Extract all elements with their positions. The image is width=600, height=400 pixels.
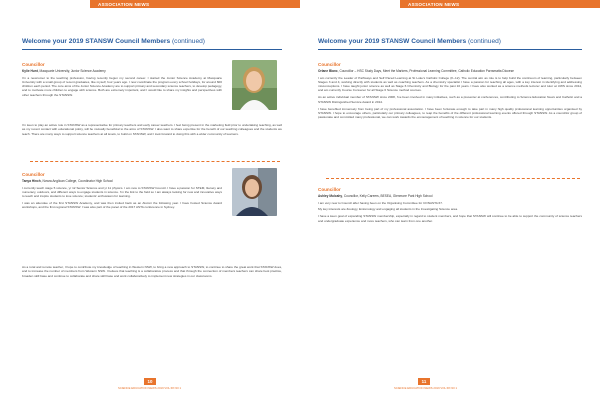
name-line <box>22 69 222 74</box>
councillor-name: Ashley Mulcahy <box>318 194 343 198</box>
councillor-entry <box>318 187 582 226</box>
bio-paragraph: I am currently the Leader of Pathways and Self Paced Learning at St Luke's Catholic College (K–12). The central aim as role is to help build the continuum of learning, particularly between Stages 3 and 4, working directly with students as well as coaching teachers. As a chemistry specialist I have a passion for teaching all ages, with a key interest in identifying and addressing misconceptions. I have taught junior science as well as Stage 6 Chemistry and Biology for the past 10 years. I have also worked as a science methods lecturer and tutor at UWS since 2014, and am currently Course Convener for all Stage 6 Science method courses. <box>318 75 582 93</box>
councillor-affiliation: , Nowra Anglican College, Coordinator High School <box>40 179 113 183</box>
page-title <box>22 38 205 45</box>
role-label: Councillor <box>22 172 45 177</box>
councillor-entry <box>22 172 222 212</box>
councillor-name: Tanya Hinch <box>22 179 41 183</box>
councillor-entry <box>22 62 222 100</box>
role-label: Councillor <box>22 62 45 67</box>
page-number: 10 <box>144 378 156 385</box>
page-title <box>318 38 501 45</box>
bio-paragraph: I am very new to Council after having been on the Organising Committee for CONASTA 67. <box>318 200 443 205</box>
councillor-name: Orlane Blanc <box>318 69 338 73</box>
role-label: Councillor <box>318 62 341 67</box>
councillor-entry-continued <box>22 123 282 138</box>
bio-paragraph: I'm a newcomer to the teaching profession, having recently begun my second career. I started the Junior Science Academy at Macquarie University with a small group of recent graduates, like myself, four years ago. I now coordinate the program every school holidays, for around 600 children each period. The core aims of the Junior Science Academy are to support primary and secondary science teachers, to develop pedagogy, and to motivate more children to engage with science. Both are extremely important, and I would like to share my insights and perspectives with other teachers through the STANSW. <box>22 75 222 97</box>
portrait-image <box>232 60 277 110</box>
page-title-continued: (continued) <box>170 38 205 45</box>
title-rule <box>22 49 282 50</box>
page-title-main: Welcome your 2019 STANSW Council Members <box>318 38 467 45</box>
councillor-photo <box>232 168 277 216</box>
page-title-main: Welcome your 2019 STANSW Council Members <box>22 38 171 45</box>
councillor-affiliation: , Councillor – HSC Study Days, Meet the Markers, Professional Learning Committee, Catholic Education Parramatta Diocese <box>337 69 514 73</box>
page-title-continued: (continued) <box>466 38 501 45</box>
bio-paragraph: I'm keen to play an active role in STANSW as a representative for primary teachers and early career teachers. I feel being present in the marketing field prior to undertaking teaching, as well as my recent contact with educational policy, will be mutually beneficial to the aims of STANSW. I also want to share expertise for the benefit of our teaching colleagues and the students we teach. There are many ways to support science teachers at all levels, to build on STANSW, and I look forward to doing this with a wider community of learners. <box>22 123 282 136</box>
section-banner: ASSOCIATION NEWS <box>400 0 600 8</box>
councillor-entry <box>318 62 582 122</box>
bio-paragraph: As an active individual member of STANSW since 2008, I've been involved in many initiatives, such as a presenter at conferences, contributing to Science Education News and Catholic and a STANSW Distinguished Service Award in 2014. <box>318 95 582 104</box>
bio-paragraph: I have benefited immensely from being part of my professional association. I have been fortunate enough to take part in many high quality professional learning opportunities organised by STANSW. I hope to encourage others, particularly our primary colleagues, to reap the benefits of the different professional learning events offered through STANSW. As a councillor group of passionate and committed many professional, we can work towards the encouragement of teaching in science for our students. <box>318 106 582 120</box>
title-rule <box>318 49 582 50</box>
section-divider <box>30 161 280 162</box>
councillor-affiliation: , Macquarie University, Junior Science Academy <box>37 69 106 73</box>
bio-paragraph: As a rural and remote teacher, I hope to contribute my knowledge of teaching in Western NSW, to bring a new approach to STANSW, to continue to share the great work that STANSW does, and to increase the number of members from Western NSW. I believe that teaching is a collaborative process and that through the connection of members teachers can share best practice, broaden skill base and continue to collaborate and share skill base and work collaboratively to implement new strategies in our classrooms. <box>22 265 282 278</box>
councillor-name: Kylie Hunt <box>22 69 38 73</box>
bio-paragraph: I have a keen goal of expanding STANSW membership, especially in regard to student members, and hope that STANSW will continue to be able to support the community of science teachers and undergraduate experience and more teachers, who can learn from one another. <box>318 214 582 223</box>
bio-paragraph: My key interests are Zoology, Entomology and engaging all students in the Investigating Science area. <box>318 207 458 212</box>
councillor-entry-continued <box>22 265 282 280</box>
section-divider <box>326 178 580 179</box>
page-number: 11 <box>418 378 430 385</box>
portrait-image <box>232 168 277 216</box>
footer-text: SCIENCE EDUCATION NEWS 2019 VOL 68 NO 1 <box>118 386 182 390</box>
section-banner: ASSOCIATION NEWS <box>90 0 300 8</box>
right-page <box>300 0 600 400</box>
bio-paragraph: I was an attendee of the first STANSW Academy, and was then invited back as an Alumni the following year. I have hosted Science Award workshops, and the first regional STANSW. I was also part of the panel of the 2017 ASTA conference in Sydney. <box>22 201 222 210</box>
councillor-affiliation: , Councillor, Kelly Careers, BESEA, Glenmore Park High School <box>342 194 433 198</box>
name-line <box>318 194 582 199</box>
name-line <box>318 69 582 74</box>
name-line <box>22 179 222 184</box>
role-label: Councillor <box>318 187 341 192</box>
footer-text: SCIENCE EDUCATION NEWS 2019 VOL 68 NO 1 <box>394 386 458 390</box>
councillor-photo <box>232 60 277 110</box>
bio-paragraph: I currently teach stage 5 science, yr 12 Senior Science and yr 11 physics. I am new to STANSW Council. I have a passion for STEM, literacy and numeracy, outdoors, and different ways to engage students in science. I'm the link to the field so I am always looking for new and innovative ways to teach and inspire students to love science; students' enthusiasm for learning. <box>22 185 222 199</box>
